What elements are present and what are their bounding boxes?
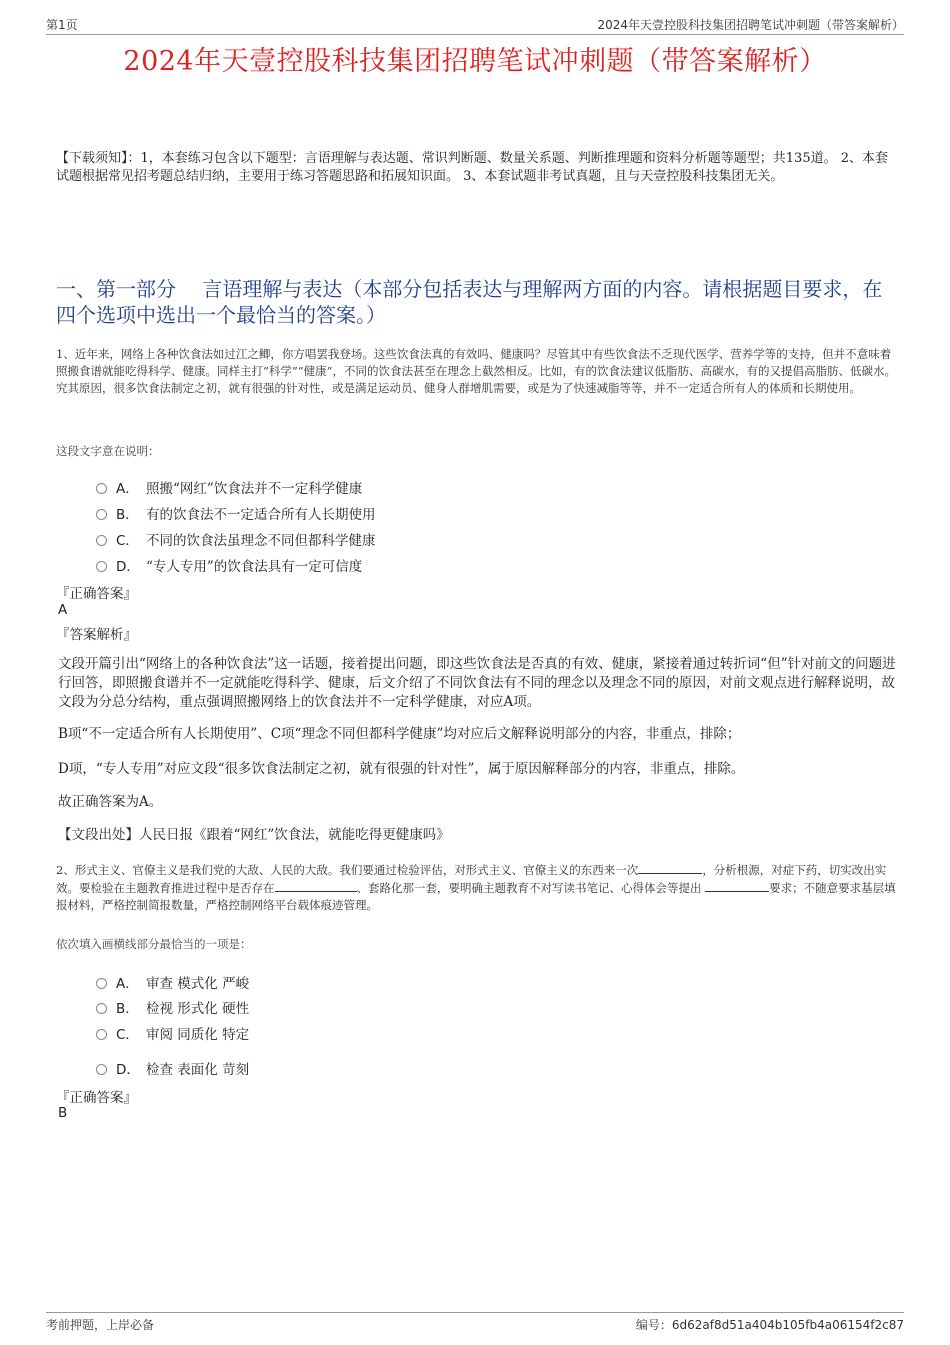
question-1-option-c[interactable] [96,529,376,549]
page-number: 第1页 [46,18,78,32]
option-text: 有的饮食法不一定适合所有人长期使用 [146,507,376,523]
radio-icon[interactable] [96,483,107,494]
footer-slogan: 考前押题，上岸必备 [46,1318,155,1332]
option-letter: B． [116,1001,139,1017]
question-1-prompt: 这段文字意在说明： [56,444,160,458]
option-text: 照搬“网红”饮食法并不一定科学健康 [146,481,363,497]
option-letter: D． [116,559,140,575]
question-1-answer-label: 『正确答案』 [56,586,137,602]
question-2-answer: B [58,1105,68,1121]
page-footer [46,1312,904,1333]
radio-icon[interactable] [96,1003,107,1014]
download-notice: 【下载须知】：1，本套练习包含以下题型：言语理解与表达题、常识判断题、数量关系题、判断推理题和资料分析题等题型；共135道。 2、本套试题根据常见招考题总结归纳，主要用于练习答题思路和拓展知识面。 3、本套试题非考试真题，且与天壹控股科技集团无关。 [56,151,888,184]
option-letter: C． [116,1027,139,1043]
question-2-prompt: 依次填入画横线部分最恰当的一项是： [56,937,252,951]
fill-blank [638,861,702,874]
question-1-analysis-label: 『答案解析』 [56,627,137,643]
question-2-option-d[interactable] [96,1058,249,1078]
question-2-option-b[interactable] [96,997,249,1017]
radio-icon[interactable] [96,535,107,546]
header-doc-name: 2024年天壹控股科技集团招聘笔试冲刺题（带答案解析） [597,18,904,32]
option-letter: A． [116,481,139,497]
question-2-text: 2、形式主义、官僚主义是我们党的大敌、人民的大敌。我们要通过检验评估，对形式主义、官僚主义的东西来一次 ，分析根源，对症下药，切实改出实效。要检验在主题教育推进过程中是否存在 、套路化那一套，要明确主题教育不对写读书笔记、心得体会等提出 要求；不随意要求基层填报材料，严格控制简报数量，严格控制网络平台载体痕迹管理。 [56,863,896,912]
option-text: 检视 形式化 硬性 [146,1001,250,1017]
radio-icon[interactable] [96,561,107,572]
analysis-source: 【文段出处】人民日报《跟着“网红”饮食法，就能吃得更健康吗》 [58,827,450,843]
analysis-paragraph: B项“不一定适合所有人长期使用”、C项“理念不同但都科学健康”均对应后文解释说明部分的内容，非重点，排除； [58,726,741,742]
option-text: 审查 模式化 严峻 [146,976,250,992]
analysis-conclusion: 故正确答案为A。 [58,794,163,810]
option-letter: B． [116,507,139,523]
question-2-option-a[interactable] [96,972,249,992]
radio-icon[interactable] [96,1064,107,1075]
analysis-paragraph: 文段开篇引出“网络上的各种饮食法”这一话题，接着提出问题，即这些饮食法是否真的有效、健康，紧接着通过转折词“但”针对前文的问题进行回答，即照搬食谱并不一定就能吃得科学、健康，后文介绍了不同饮食法有不同的理念以及理念不同的原因，对前文观点进行解释说明，故文段为分总分结构，重点强调照搬网络上的饮食法并不一定科学健康，对应A项。 [58,656,896,710]
page-header [46,14,904,35]
option-letter: A． [116,976,139,992]
question-2-answer-label: 『正确答案』 [56,1090,137,1106]
radio-icon[interactable] [96,509,107,520]
fill-blank [275,879,357,892]
question-1-text: 1、近年来，网络上各种饮食法如过江之鲫，你方唱罢我登场。这些饮食法真的有效吗、健康吗？尽管其中有些饮食法不乏现代医学、营养学等的支持，但并不意味着照搬食谱就能吃得科学、健康。同样主打“科学”“健康”，不同的饮食法甚至在理念上截然相反。比如，有的饮食法建议低脂肪、高碳水，有的又提倡高脂肪、低碳水。究其原因，很多饮食法制定之初，就有很强的针对性，或是满足运动员、健身人群增肌需要，或是为了快速减脂等等，并不一定适合所有人的体质和长期使用。 [56,347,897,395]
question-1-option-b[interactable] [96,503,376,523]
question-1-answer: A [58,602,68,618]
radio-icon[interactable] [96,1029,107,1040]
document-title: 2024年天壹控股科技集团招聘笔试冲刺题（带答案解析） [123,46,827,77]
footer-code: 编号：6d62af8d51a404b105fb4a06154f2c87 [635,1318,904,1332]
analysis-paragraph: D项，“专人专用”对应文段“很多饮食法制定之初，就有很强的针对性”，属于原因解释部分的内容，非重点，排除。 [58,761,745,777]
option-letter: D． [116,1062,140,1078]
question-2-option-c[interactable] [96,1023,249,1043]
radio-icon[interactable] [96,978,107,989]
option-text: 检查 表面化 苛刻 [146,1062,250,1078]
option-text: 审阅 同质化 特定 [146,1027,250,1043]
section-heading: 一、第一部分 言语理解与表达（本部分包括表达与理解两方面的内容。请根据题目要求，在四个选项中选出一个最恰当的答案。） [56,277,883,327]
option-text: “专人专用”的饮食法具有一定可信度 [146,559,363,575]
option-letter: C． [116,533,139,549]
fill-blank [705,879,769,892]
question-1-option-a[interactable] [96,477,362,497]
option-text: 不同的饮食法虽理念不同但都科学健康 [146,533,376,549]
question-1-option-d[interactable] [96,555,362,575]
